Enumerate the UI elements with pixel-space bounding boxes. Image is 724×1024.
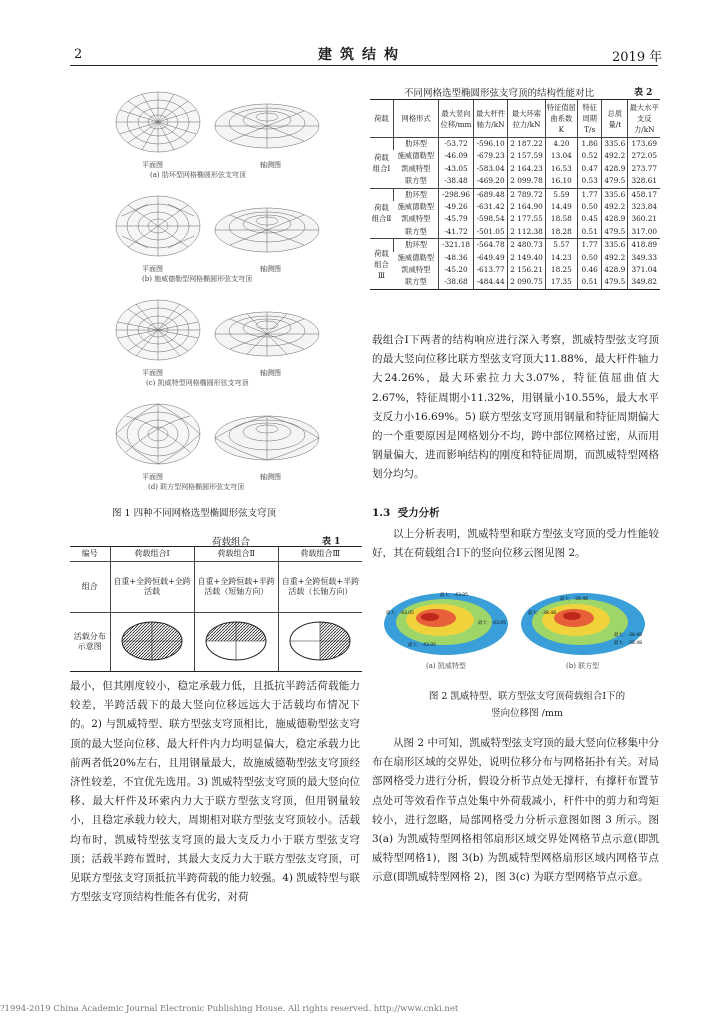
table-1-cell: 自重+全跨恒载+全跨活载 [110,562,194,613]
table-2-row [370,201,660,213]
table-2-cell: 2 164.23 [508,163,545,175]
table-2-cell: -689.48 [473,188,508,201]
table-2-cell: -46.09 [439,150,474,162]
lamella-dome-drawing [112,394,322,480]
table-1-header-row [70,547,362,562]
table-2-cell: 14.23 [545,252,578,264]
table-2-cell: -53.72 [439,138,474,151]
table-2-cell: -38.68 [439,276,474,289]
table-2-cell: -298.96 [439,188,474,201]
right-paragraph-2: 以上分析表明，凯威特型和联方型弦支穹顶的受力性能较好，其在荷载组合Ⅰ下的竖向位移云图见图 2。 [372,528,659,560]
table-1-header: 荷载组合Ⅰ [110,547,194,562]
table-2-header: 最大水平支反力/kN [628,100,660,138]
right-paragraph-3: 从图 2 中可知，凯威特型弦支穹顶的最大竖向位移集中分布在扇形区域的交界处，说明位移分布与网格拓扑有关。对局部网格受力进行分析，假设分析节点处无撑杆，有撑杆布置节点处可等效看作节点处集中外荷载减小，杆件中的剪力和弯矩较小，进行忽略，局部网格受力分析示意图如图 3 所示。图 3(a) 为凯威特型网格相邻扇形区域交界处网格节点示意(即凯威特型网格1)，图 3(b) 为凯威特型网格扇形区域内网格节点示意(即凯威特型网格 2)，图 3(c) 为联方型网格节点示意。 [372,737,659,884]
table-1 [70,546,362,672]
figure-2-caption-line-1: 图 2 凯威特型、联方型弦支穹顶荷载组合Ⅰ下的 [428,691,626,702]
table-2-cell: 2 156.21 [508,264,545,276]
table-2-cell: 肋环型 [394,138,439,151]
table-2-cell: 173.69 [628,138,660,151]
table-2-cell: 328.61 [628,175,660,188]
right-body-text-3 [372,734,659,888]
panel-d-axon-label: 轴测图 [260,473,281,481]
table-2-cell: 428.9 [602,163,628,175]
table-2-cell: -631.42 [473,201,508,213]
table-2-cell: 18.28 [545,226,578,239]
table-2-cell: 479.5 [602,226,628,239]
table-2-cell: 2 164.90 [508,201,545,213]
figure-2 [378,588,650,673]
table-2-cell: 肋环型 [394,239,439,252]
table-2-cell: -41.72 [439,226,474,239]
table-2-cell: -45.20 [439,264,474,276]
table-1-label: 表 1 [322,537,341,547]
fig2a-label: 最大：-43.05 [408,643,437,648]
table-1-diagram-full [110,613,194,672]
panel-c-caption: (c) 凯威特型网格椭圆形弦支穹顶 [146,379,249,387]
table-2-load-group: 荷载组合Ⅱ [370,188,394,239]
table-2-row [370,138,660,151]
table-2-cell: -613.77 [473,264,508,276]
table-2 [370,99,660,290]
table-2-header: 荷载 [370,100,394,138]
table-2-cell: -45.79 [439,213,474,225]
table-2-cell: -583.04 [473,163,508,175]
table-2-cell: 联方型 [394,276,439,289]
table-2-cell: 0.46 [578,264,602,276]
table-2-cell: 323.84 [628,201,660,213]
table-2-row [370,188,660,201]
table-2-cell: 349.33 [628,252,660,264]
table-2-cell: 272.05 [628,150,660,162]
table-2-cell: 0.52 [578,150,602,162]
table-2-cell: 2 789.72 [508,188,545,201]
fig2-sub-b: (b) 联方型 [566,662,600,670]
fig2a-label: 最大：-43.05 [440,593,469,598]
table-2-cell: -596.10 [473,138,508,151]
table-2-title: 不同网格选型椭圆形弦支穹顶的结构性能对比 [404,88,595,99]
table-2-cell: 2 112.38 [508,226,545,239]
table-2-cell: 5.59 [545,188,578,201]
panel-b-axon-label: 轴测图 [260,265,281,273]
table-2-row [370,150,660,162]
table-2-cell: -649.49 [473,252,508,264]
table-2-cell: 2 090.75 [508,276,545,289]
table-2-cell: 0.53 [578,175,602,188]
table-2-header: 最大环索拉力/kN [508,100,545,138]
table-2-cell: 肋环型 [394,188,439,201]
table-2-cell: 0.50 [578,252,602,264]
table-2-cell: -321.18 [439,239,474,252]
fig2b-label: 最大：-38.48 [614,633,643,638]
table-2-cell: 492.2 [602,252,628,264]
table-2-cell: 联方型 [394,175,439,188]
fig2b-label: 最大：-38.48 [614,641,643,646]
schwedler-dome-drawing [112,186,322,272]
half-span-short-axis-diagram [201,619,271,663]
table-2-cell: 418.89 [628,239,660,252]
table-2-cell: 2 149.40 [508,252,545,264]
right-body-text-1 [372,331,659,485]
table-2-cell: 16.53 [545,163,578,175]
left-paragraph: 最小，但其刚度较小，稳定承载力低，且抵抗半跨活荷载能力较差，半跨活载下的最大竖向位移远远大于活载均布情况下的。2) 与凯威特型、联方型弦支穹顶相比，施威德勒型弦支穹顶的最大竖向位移、最大杆件内力均明显偏大，稳定承载力比前两者低20%左右，且用钢量最大，故施威德勒型弦支穹顶经济性较差，不宜优先选用。3) 凯威特型弦支穹顶的最大竖向位移、最大杆件及环索内力大于联方型弦支穹顶，但用钢量较小，且稳定承载力较大，周期相对联方型弦支穹顶较小。活载均布时，凯威特型弦支穹顶的最大支反力小于联方型弦支穹顶；活载半跨布置时，其最大支反力大于联方型弦支穹顶，可见联方型弦支穹顶抵抗半跨荷载的能力较强。4) 凯威特型与联方型弦支穹顶结构性能各有优劣，对荷 [70,680,360,904]
table-2-row [370,213,660,225]
table-2-cell: -484.44 [473,276,508,289]
fig2a-label: 最大：-43.05 [386,611,415,616]
table-2-cell: -49.26 [439,201,474,213]
section-number: 1.3 [372,507,391,519]
panel-c-axon-label: 轴测图 [260,369,281,377]
table-2-header: 特征周期 T/s [578,100,602,138]
panel-b-plan-label: 平面图 [142,265,163,273]
table-2-cell: 1.77 [578,188,602,201]
half-span-long-axis-diagram [285,619,355,663]
table-2-row [370,276,660,289]
table-2-cell: 428.9 [602,264,628,276]
table-2-cell: 479.5 [602,175,628,188]
table-2-header-row [370,100,660,138]
figure-2-caption [398,688,656,722]
table-2-cell: 凯威特型 [401,214,431,224]
table-1-title: 荷载组合 [212,537,251,548]
table-2-row [370,264,660,276]
table-2-cell: 施威德勒型 [397,252,435,262]
table-2-cell: 2 177.55 [508,213,545,225]
fig2-sub-a: (a) 凯威特型 [426,662,466,670]
page-number: 2 [74,47,83,62]
panel-c-plan-label: 平面图 [142,369,163,377]
panel-d-caption: (d) 联方型网格椭圆形弦支穹顶 [148,483,245,491]
table-2-cell: 335.6 [602,239,628,252]
journal-title: 建筑结构 [318,47,406,63]
copyright-footer: ?1994-2019 China Academic Journal Electronic Publishing House. All rights reserved. http://www.cnki.net [0,1004,459,1014]
fig2b-label: 最大：-38.48 [528,611,557,616]
table-1-diagram-long [278,613,362,672]
table-2-cell: 317.00 [628,226,660,239]
table-1-row-diagram [70,613,362,672]
table-1-header: 荷载组合Ⅱ [194,547,278,562]
figure-1-panel-c [112,290,322,386]
table-2-cell: 492.2 [602,150,628,162]
table-1-cell: 活载分布示意图 [70,613,110,672]
section-heading [372,505,440,520]
contour-band [421,613,439,621]
table-1-cell: 自重+全跨恒载+半跨活载（短轴方向） [194,562,278,613]
table-1-cell: 组合 [70,562,110,613]
table-2-row [370,175,660,188]
figure-1-panel-d [112,394,322,490]
table-2-cell: 14.49 [545,201,578,213]
table-2-cell: 联方型 [394,226,439,239]
table-2-cell: -469.20 [473,175,508,188]
header-rule [70,65,658,66]
table-2-cell: 2 187.22 [508,138,545,151]
figure-1-panel-a [112,82,322,178]
table-2-row [370,239,660,252]
table-2-cell: -564.78 [473,239,508,252]
table-2-cell: 349.82 [628,276,660,289]
full-span-load-diagram [117,619,187,663]
panel-d-plan-label: 平面图 [142,473,163,481]
table-2-cell: 0.47 [578,163,602,175]
table-2-cell: 1.86 [578,138,602,151]
table-1-header: 荷载组合Ⅲ [278,547,362,562]
table-2-cell: 2 099.78 [508,175,545,188]
table-2-label: 表 2 [634,88,653,98]
panel-a-plan-label: 平面图 [142,161,163,169]
journal-year: 2019 年 [612,50,663,65]
table-2-cell: -48.36 [439,252,474,264]
fig2a-label: 最大：-43.05 [478,621,507,626]
table-2-header: 总质量/t [602,100,628,138]
figure-2-caption-line-2: 竖向位移图 /mm [491,708,563,719]
table-2-cell: 凯威特型 [401,265,431,275]
section-title: 受力分析 [397,507,440,519]
table-2-load-group: 荷载组合Ⅰ [370,138,394,189]
table-2-cell: 2 480.73 [508,239,545,252]
table-2-cell: 施威德勒型 [397,202,435,212]
table-1-cell: 自重+全跨恒载+半跨活载（长轴方向） [278,562,362,613]
table-2-cell: 458.17 [628,188,660,201]
table-2-cell: 371.04 [628,264,660,276]
table-2-cell: -598.54 [473,213,508,225]
table-2-cell: 0.50 [578,201,602,213]
table-2-cell: 凯威特型 [401,163,431,173]
table-2-header: 最大杆件轴力/kN [473,100,508,138]
table-2-cell: 4.20 [545,138,578,151]
table-2-cell: 0.51 [578,276,602,289]
table-2-cell: 273.77 [628,163,660,175]
table-2-cell: 18.25 [545,264,578,276]
table-2-cell: 335.6 [602,138,628,151]
table-2-cell: -501.05 [473,226,508,239]
fig2b-label: 最大：-38.48 [560,597,589,602]
table-2-row [370,226,660,239]
table-1-diagram-short [194,613,278,672]
contour-band [563,612,581,620]
panel-a-axon-label: 轴测图 [260,161,281,169]
table-2-cell: 13.04 [545,150,578,162]
right-paragraph-1: 载组合Ⅰ下两者的结构响应进行深入考察，凯威特型弦支穹顶的最大竖向位移比联方型弦支穹顶大11.88%，最大杆件轴力大24.26%，最大环索拉力大3.07%，特征值屈曲值大2.67%，特征周期小11.32%，用钢量小10.55%，最大水平支反力小16.69%。5) 联方型弦支穹顶用钢量和特征周期偏大的一个重要原因是网格划分不均，跨中部位网格过密，从而用钢量偏大，进而影响结构的刚度和特征周期，而凯威特型网格划分均匀。 [372,334,659,481]
table-2-header: 特征值屈曲系数 K [545,100,578,138]
displacement-contour-drawing [378,588,650,673]
figure-1-panel-b [112,186,322,282]
table-1-header: 编号 [70,547,110,562]
table-2-cell: 479.5 [602,276,628,289]
table-2-cell: 施威德勒型 [397,151,435,161]
panel-a-caption: (a) 肋环型网格椭圆形弦支穹顶 [150,171,246,179]
figure-1 [112,82,322,492]
right-body-text-2 [372,525,659,563]
table-2-cell: 360.21 [628,213,660,225]
table-2-header: 网格形式 [394,100,439,138]
table-2-cell: 2 157.59 [508,150,545,162]
table-2-cell: 335.6 [602,188,628,201]
kiewitt-dome-drawing [112,290,322,376]
table-2-cell: 17.35 [545,276,578,289]
table-1-row-combo [70,562,362,613]
table-2-cell: -38.48 [439,175,474,188]
table-2-header: 最大竖向位移/mm [439,100,474,138]
table-2-cell: 428.9 [602,213,628,225]
table-2-row [370,252,660,264]
table-2-cell: 1.77 [578,239,602,252]
table-2-cell: 492.2 [602,201,628,213]
rib-ring-dome-drawing [112,82,322,168]
panel-b-caption: (b) 施威德勒型网格椭圆形弦支穹顶 [142,275,253,283]
table-2-row [370,163,660,175]
table-2-cell: 5.57 [545,239,578,252]
table-2-cell: -679.23 [473,150,508,162]
table-2-cell: 0.51 [578,226,602,239]
table-2-cell: 18.58 [545,213,578,225]
table-2-cell: -43.05 [439,163,474,175]
table-2-cell: 0.45 [578,213,602,225]
table-2-load-group: 荷载组合Ⅲ [370,239,394,290]
figure-1-caption: 图 1 四种不同网格选型椭圆形弦支穹顶 [112,508,277,519]
left-body-text [70,677,360,907]
table-2-cell: 16.10 [545,175,578,188]
